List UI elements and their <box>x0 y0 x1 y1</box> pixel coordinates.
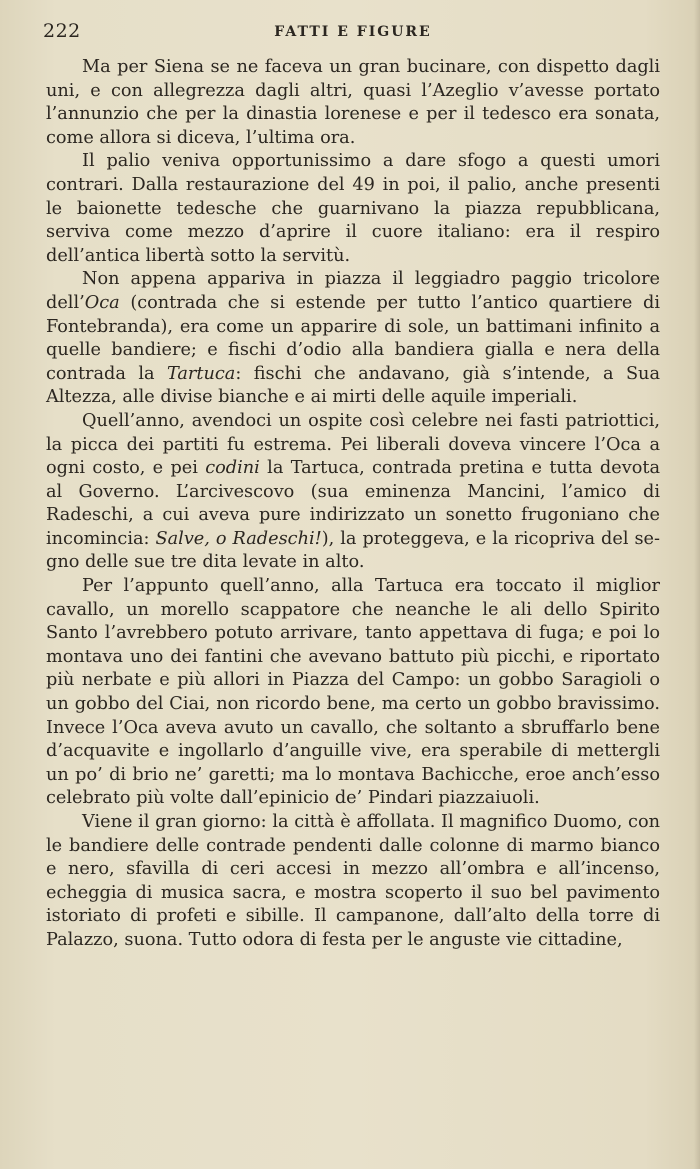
text-run: Il palio veniva opportunissimo a dare sfogo a questi umori contrari. Dalla restaurazione del 49 in poi, il palio, anche presenti le baionette tedesche che guarnivano la piazza repubblicana, serviva come mezzo d’aprire il cuore italiano: era il respiro dell’antica libertà sotto la servitù. <box>46 151 660 266</box>
italic-text: Tartuca <box>166 363 236 384</box>
paragraph <box>46 268 660 410</box>
page-gutter-shadow <box>694 0 700 1169</box>
text-run: Per l’appunto quell’anno, alla Tartuca era toccato il miglior cavallo, un morello scappatore che neanche le ali dello Spirito Santo l’avrebbero potuto arrivare, tanto appettava di fuga; e poi lo montava uno dei fantini che avevano battuto più picchi, e riportato più nerbate e più allori in Piazza del Campo: un gobbo Saragioli o un gobbo del Ciai, non ricordo bene, ma certo un gobbo bravissimo. Invece l’Oca aveva avuto un cavallo, che soltanto a sbruffarlo bene d’acquavite e ingollarlo d’anguille vive, era sperabile di mettergli un po’ di brio ne’ garetti; ma lo montava Bachicche, eroe anch’esso celebrato più volte dall’epinicio de’ Pindari piazzaiuoli. <box>46 576 660 809</box>
text-run: Non appena appariva in piazza il leggiadro paggio tricolore dell’ <box>46 269 660 313</box>
italic-text: Oca <box>84 292 120 313</box>
paragraph <box>46 56 660 150</box>
page-number: 222 <box>43 20 81 42</box>
text-run: Viene il gran giorno: la città è affollata. Il magnifico Duomo, con le bandiere delle contrade pendenti dalle colonne di marmo bianco e nero, sfavilla di ceri accesi in mezzo all’ombra e all’incenso, echeggia di musica sacra, e mostra scoperto il suo bel pavimento istoriato di profeti e sibille. Il campanone, dall’alto della torre di Palazzo, suona. Tutto odora di festa per le anguste vie cittadine, <box>46 812 660 950</box>
running-title: FATTI E FIGURE <box>274 24 432 40</box>
text-run: (contrada che si estende per tutto l’antico quartiere di Fontebranda), era come un apparire di sole, un battimani infinito a quelle bandiere; e fischi d’odio alla bandiera gialla e nera della contrada la <box>46 292 660 384</box>
italic-text: codini <box>205 458 260 479</box>
paragraph <box>46 575 660 811</box>
paragraph <box>46 410 660 575</box>
text-run: ), la proteggeva, e la ricopriva del segno delle sue tre dita levate in alto. <box>46 528 661 573</box>
text-run: Quell’anno, avendoci un ospite così celebre nei fasti patriottici, la picca dei partiti fu estrema. Pei liberali doveva vincere l’Oca a ogni costo, e pei <box>46 410 660 479</box>
italic-text: Salve, o Radeschi! <box>155 528 322 549</box>
body-text <box>46 56 660 953</box>
paragraph <box>46 150 660 268</box>
running-head <box>43 18 660 46</box>
text-run: Ma per Siena se ne faceva un gran bucinare, con dispetto dagli uni, e con allegrezza dagli altri, quasi l’Azeglio v’avesse portato l’annunzio che per la dinastia lorenese e per il tedesco era sonata, come allora si diceva, l’ultima ora. <box>46 57 660 148</box>
text-run: la Tartuca, contrada pretina e tutta devota al Governo. L’arcivescovo (sua eminenza Mancini, l’amico di Radeschi, a cui aveva pure indirizzato un sonetto frugoniano che incomincia: <box>46 458 660 549</box>
paragraph <box>46 811 660 953</box>
text-run: : fischi che andavano, già s’intende, a Sua Altezza, alle divise bianche e ai mirti delle aquile imperiali. <box>46 363 660 408</box>
